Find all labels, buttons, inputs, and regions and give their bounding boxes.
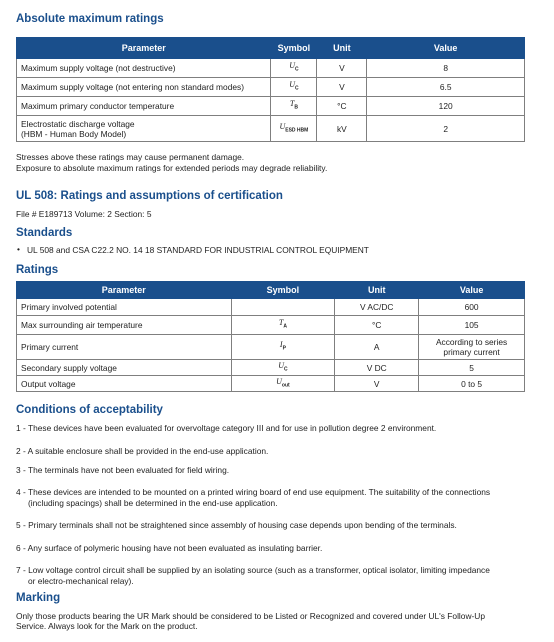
ratings-col-parameter: Parameter: [17, 282, 232, 299]
abs-note-2: Exposure to absolute maximum ratings for extended periods may degrade reliability.: [16, 163, 328, 173]
param-cell: Primary current: [17, 335, 232, 360]
ratings-title: Ratings: [16, 264, 59, 276]
unit-cell: V DC: [335, 360, 419, 376]
symbol-cell: $U_C$: [231, 360, 335, 376]
ul-file: File # E189713 Volume: 2 Section: 5: [16, 209, 152, 219]
condition-item: 6 - Any surface of polymeric housing have not been evaluated as insulating barrier.: [16, 543, 323, 553]
unit-cell: A: [335, 335, 419, 360]
unit-cell: °C: [317, 97, 367, 116]
abs-table: [16, 37, 525, 142]
param-cell: Output voltage: [17, 376, 232, 392]
marking-text-2: Service. Always look for the Mark on the product.: [16, 621, 198, 631]
abs-col-symbol: Symbol: [271, 38, 317, 59]
param-cell: Maximum supply voltage (not entering non standard modes): [17, 78, 271, 97]
unit-cell: V AC/DC: [335, 299, 419, 316]
value-cell: 8: [367, 59, 525, 78]
marking-title: Marking: [16, 592, 61, 604]
condition-item: 4 - These devices are intended to be mounted on a printed wiring board of end use equipment. The suitability of the connections (including spacings) shall be determined in the end-use application.: [16, 487, 491, 508]
symbol-cell: $T_A$: [231, 316, 335, 335]
value-cell: 2: [367, 116, 525, 142]
unit-cell: V: [335, 376, 419, 392]
symbol-cell: $I_P$: [231, 335, 335, 360]
value-cell: 6.5: [367, 78, 525, 97]
table-row: [17, 376, 525, 392]
param-cell: Max surrounding air temperature: [17, 316, 232, 335]
param-cell: Secondary supply voltage: [17, 360, 232, 376]
abs-col-value: Value: [367, 38, 525, 59]
table-row: [17, 116, 525, 142]
symbol-cell: $U_C$: [271, 59, 317, 78]
table-row: [17, 316, 525, 335]
standards-title: Standards: [16, 227, 73, 239]
table-row: [17, 59, 525, 78]
unit-cell: °C: [335, 316, 419, 335]
table-row: [17, 97, 525, 116]
param-cell: Maximum supply voltage (not destructive): [17, 59, 271, 78]
condition-item: 3 - The terminals have not been evaluated for field wiring.: [16, 465, 230, 475]
abs-col-parameter: Parameter: [17, 38, 271, 59]
table-row: [17, 360, 525, 376]
abs-note-1: Stresses above these ratings may cause permanent damage.: [16, 152, 245, 162]
unit-cell: kV: [317, 116, 367, 142]
value-cell: 5: [419, 360, 525, 376]
ratings-col-symbol: Symbol: [231, 282, 335, 299]
ul-title: UL 508: Ratings and assumptions of certification: [16, 190, 283, 202]
abs-col-unit: Unit: [317, 38, 367, 59]
table-row: [17, 335, 525, 360]
param-cell: Electrostatic discharge voltage (HBM - Human Body Model): [17, 116, 271, 142]
symbol-cell: [231, 299, 335, 316]
unit-cell: V: [317, 59, 367, 78]
param-cell: Primary involved potential: [17, 299, 232, 316]
condition-item: 1 - These devices have been evaluated for overvoltage category III and for use in pollution degree 2 environment.: [16, 423, 437, 433]
ratings-col-value: Value: [419, 282, 525, 299]
symbol-cell: $U_C$: [271, 78, 317, 97]
value-cell: 105: [419, 316, 525, 335]
ratings-table: [16, 281, 525, 392]
abs-title: Absolute maximum ratings: [16, 13, 164, 25]
abs-header-row: [17, 38, 525, 59]
marking-text-1: Only those products bearing the UR Mark should be considered to be Listed or Recognized and covered under UL's Follow-Up: [16, 611, 485, 621]
param-cell: Maximum primary conductor temperature: [17, 97, 271, 116]
table-row: [17, 78, 525, 97]
symbol-cell: $T_B$: [271, 97, 317, 116]
table-row: [17, 299, 525, 316]
bullet-icon: •: [17, 244, 20, 254]
condition-item: 7 - Low voltage control circuit shall be supplied by an isolating source (such as a transformer, optical isolator, limiting impedance or electro-mechanical relay).: [16, 565, 490, 586]
condition-item: 2 - A suitable enclosure shall be provided in the end-use application.: [16, 446, 269, 456]
symbol-cell: $U_{out}$: [231, 376, 335, 392]
standards-item: UL 508 and CSA C22.2 NO. 14 18 STANDARD FOR INDUSTRIAL CONTROL EQUIPMENT: [27, 245, 369, 255]
value-cell: 0 to 5: [419, 376, 525, 392]
value-cell: According to series primary current: [419, 335, 525, 360]
condition-item: 5 - Primary terminals shall not be straightened since assembly of housing case depends upon bending of the terminals.: [16, 520, 457, 530]
symbol-cell: $U_{ESD HBM}$: [271, 116, 317, 142]
conditions-title: Conditions of acceptability: [16, 404, 163, 416]
value-cell: 120: [367, 97, 525, 116]
ratings-col-unit: Unit: [335, 282, 419, 299]
value-cell: 600: [419, 299, 525, 316]
ratings-header-row: [17, 282, 525, 299]
unit-cell: V: [317, 78, 367, 97]
